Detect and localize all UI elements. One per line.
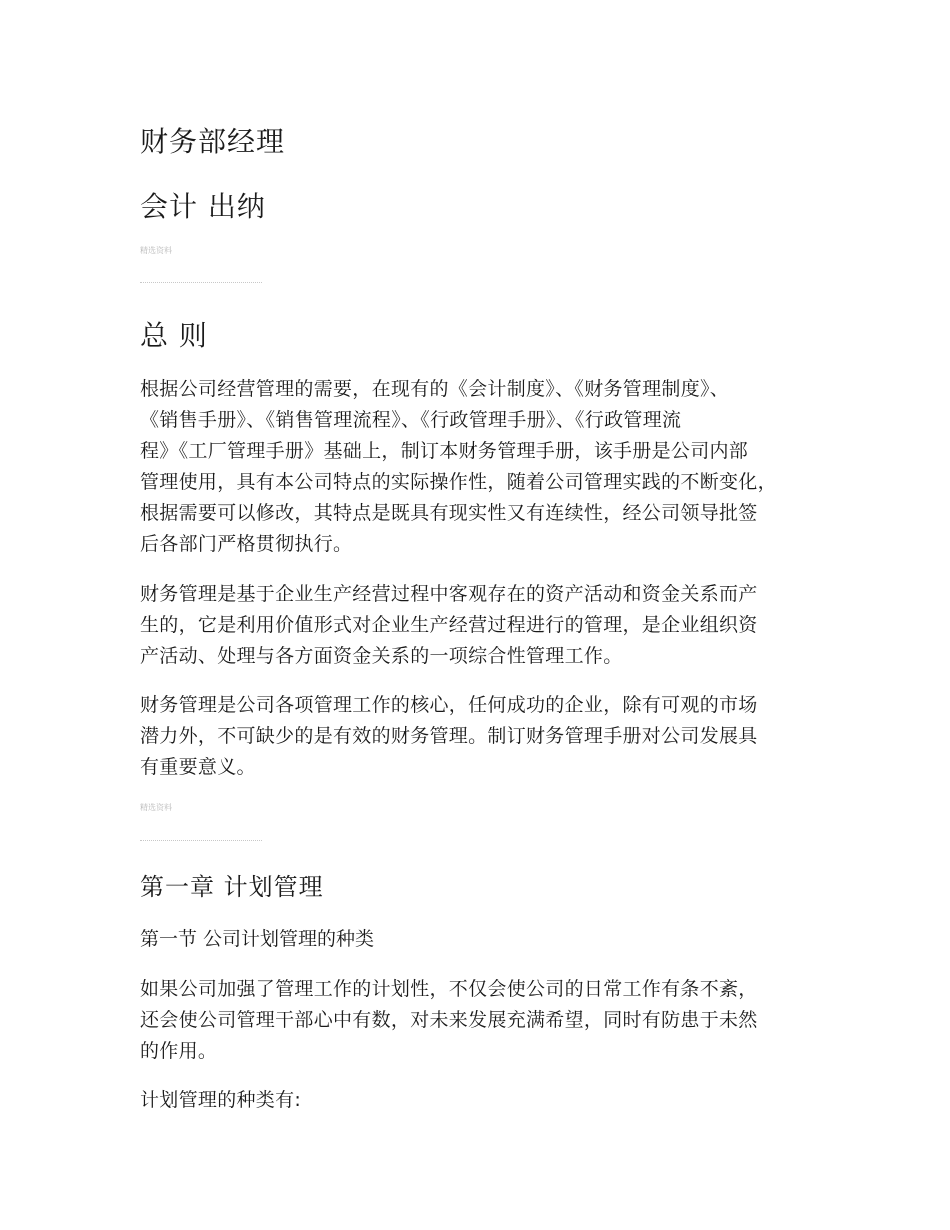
divider [140,282,262,283]
paragraph-line: 《销售手册》、《销售管理流程》、《行政管理手册》、《行政管理流 [140,409,682,431]
paragraph-line: 根据需要可以修改，其特点是既具有现实性又有连续性，经公司领导批签 [140,502,758,524]
paragraph-line: 管理使用，具有本公司特点的实际操作性，随着公司管理实践的不断变化， [140,471,777,493]
paragraph-line: 还会使公司管理干部心中有数，对未来发展充满希望，同时有防患于未然 [140,1009,758,1031]
document-title: 财务部经理 [140,125,286,158]
watermark-text: 精选资料 [140,803,172,812]
paragraph-line: 生的，它是利用价值形式对企业生产经营过程进行的管理，是企业组织资 [140,614,758,636]
paragraph-chapter1-1 [140,974,830,1067]
chapter-heading: 第一章 计划管理 [140,873,324,901]
paragraph-line: 有重要意义。 [140,756,256,778]
paragraph-line: 计划管理的种类有: [140,1089,302,1111]
paragraph-line: 的作用。 [140,1040,218,1062]
paragraph-general-2 [140,579,830,672]
paragraph-line: 如果公司加强了管理工作的计划性，不仅会使公司的日常工作有条不紊， [140,978,758,1000]
section-heading: 第一节 公司计划管理的种类 [140,928,375,950]
paragraph-general-1 [140,374,830,560]
paragraph-line: 产活动、处理与各方面资金关系的一项综合性管理工作。 [140,645,623,667]
paragraph-line: 后各部门严格贯彻执行。 [140,533,353,555]
paragraph-line: 财务管理是公司各项管理工作的核心，任何成功的企业，除有可观的市场 [140,694,758,716]
document-subtitle: 会计 出纳 [140,190,266,223]
section-heading-general: 总 则 [140,319,208,352]
paragraph-line: 根据公司经营管理的需要，在现有的《会计制度》、《财务管理制度》、 [140,378,730,400]
paragraph-chapter1-2 [140,1085,830,1116]
paragraph-general-3 [140,690,830,783]
divider [140,840,262,841]
paragraph-line: 财务管理是基于企业生产经营过程中客观存在的资产活动和资金关系而产 [140,583,758,605]
watermark-text: 精选资料 [140,246,172,255]
paragraph-line: 程》《工厂管理手册》基础上，制订本财务管理手册，该手册是公司内部 [140,440,749,462]
paragraph-line: 潜力外，不可缺少的是有效的财务管理。制订财务管理手册对公司发展具 [140,725,758,747]
